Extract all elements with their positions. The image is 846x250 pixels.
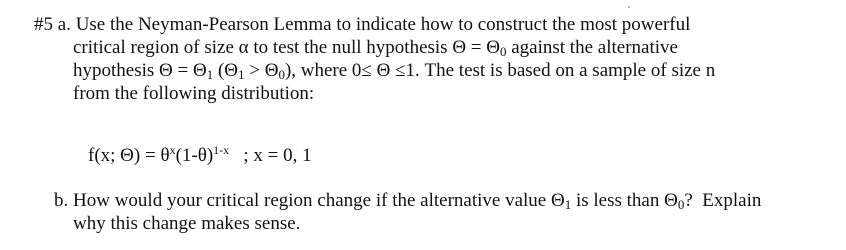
part-a-text-2-end: against the alternative	[506, 37, 678, 58]
part-a-line-1	[34, 14, 690, 36]
part-b-label: b.	[54, 190, 69, 211]
scan-speck	[628, 6, 630, 8]
distribution-formula	[88, 139, 312, 167]
problem-number: #5	[34, 14, 53, 35]
part-a-text-3d: ), where 0≤ Θ ≤1. The test is based on a sample of size n	[284, 60, 716, 81]
formula-lhs: f(x; Θ) = θ	[88, 145, 170, 166]
part-a-text-1: Use the Neyman-Pearson Lemma to indicate how to construct the most powerful	[75, 14, 691, 35]
formula-exponent: 1-x	[213, 143, 230, 157]
theta-subscript: 1	[564, 197, 572, 212]
part-b-text-1c: ? Explain	[684, 190, 762, 211]
part-b-text-1a: How would your critical region change if the alternative value Θ	[73, 190, 565, 211]
theta-subscript: 1	[238, 67, 245, 82]
theta-subscript: 1	[206, 67, 214, 82]
part-a-text-3b: (Θ	[213, 60, 238, 81]
part-a-line-4	[73, 83, 314, 105]
theta-subscript: 0	[499, 44, 507, 59]
part-a-text-2: critical region of size α to test the null hypothesis Θ = Θ	[73, 37, 500, 58]
part-a-text-4: from the following distribution:	[73, 83, 315, 104]
part-b-text-1b: is less than Θ	[571, 190, 678, 211]
part-b-line-2	[73, 213, 300, 235]
formula-middle: (1-θ)	[175, 145, 214, 166]
formula-support: ; x = 0, 1	[229, 145, 312, 166]
theta-subscript: 0	[677, 197, 685, 212]
part-a-label: a.	[57, 14, 71, 35]
part-b-text-2: why this change makes sense.	[73, 213, 301, 234]
part-a-text-3c: > Θ	[244, 60, 279, 81]
theta-subscript: 0	[278, 67, 285, 82]
part-a-text-3a: hypothesis Θ = Θ	[73, 60, 207, 81]
formula-exponent: x	[169, 143, 176, 157]
